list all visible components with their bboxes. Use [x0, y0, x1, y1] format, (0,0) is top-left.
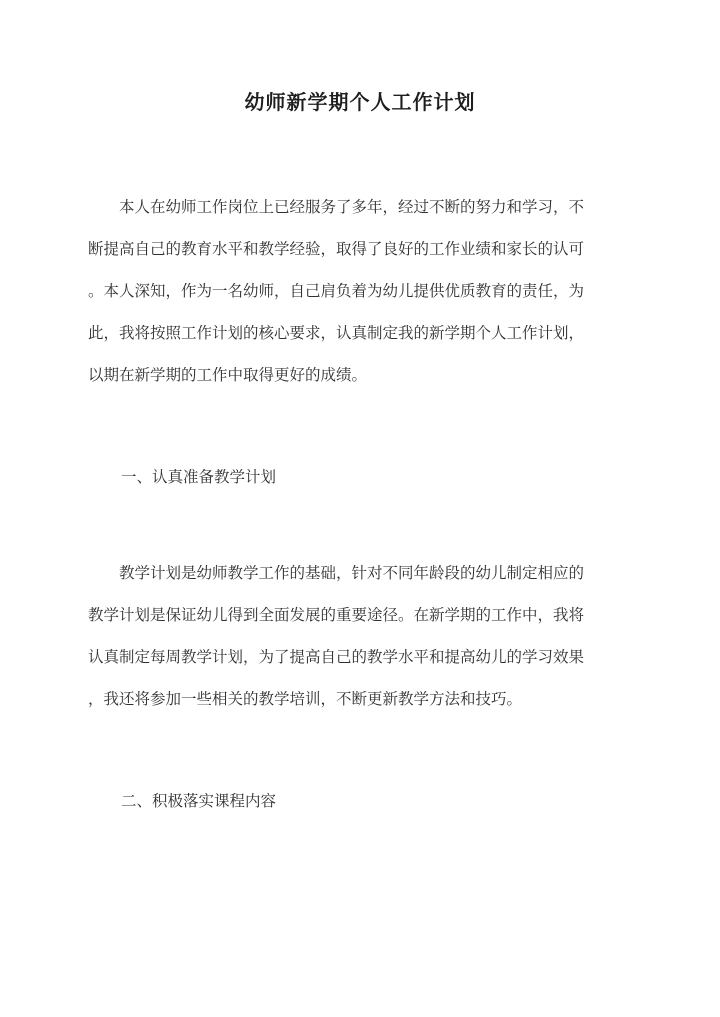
paragraph-line: 此，我将按照工作计划的核心要求，认真制定我的新学期个人工作计划，	[88, 324, 585, 342]
paragraph-line: 教学计划是幼师教学工作的基础，针对不同年龄段的幼儿制定相应的	[88, 564, 585, 582]
section-heading-1: 一、认真准备教学计划	[121, 468, 277, 486]
paragraph-line: 教学计划是保证幼儿得到全面发展的重要途径。在新学期的工作中，我将	[88, 606, 585, 624]
paragraph-line: 断提高自己的教育水平和教学经验，取得了良好的工作业绩和家长的认可	[88, 240, 585, 258]
intro-paragraph	[88, 186, 633, 396]
paragraph-line: 认真制定每周教学计划，为了提高自己的教学水平和提高幼儿的学习效果	[88, 648, 585, 666]
paragraph-line: ，我还将参加一些相关的教学培训，不断更新教学方法和技巧。	[88, 690, 523, 708]
paragraph-line: 本人在幼师工作岗位上已经服务了多年，经过不断的努力和学习，不	[88, 198, 585, 216]
section-heading-2: 二、积极落实课程内容	[121, 792, 277, 810]
paragraph-line: 。本人深知，作为一名幼师，自己肩负着为幼儿提供优质教育的责任，为	[88, 282, 585, 300]
teaching-plan-paragraph	[88, 552, 633, 720]
paragraph-line: 以期在新学期的工作中取得更好的成绩。	[88, 366, 368, 384]
document-title: 幼师新学期个人工作计划	[244, 90, 476, 114]
